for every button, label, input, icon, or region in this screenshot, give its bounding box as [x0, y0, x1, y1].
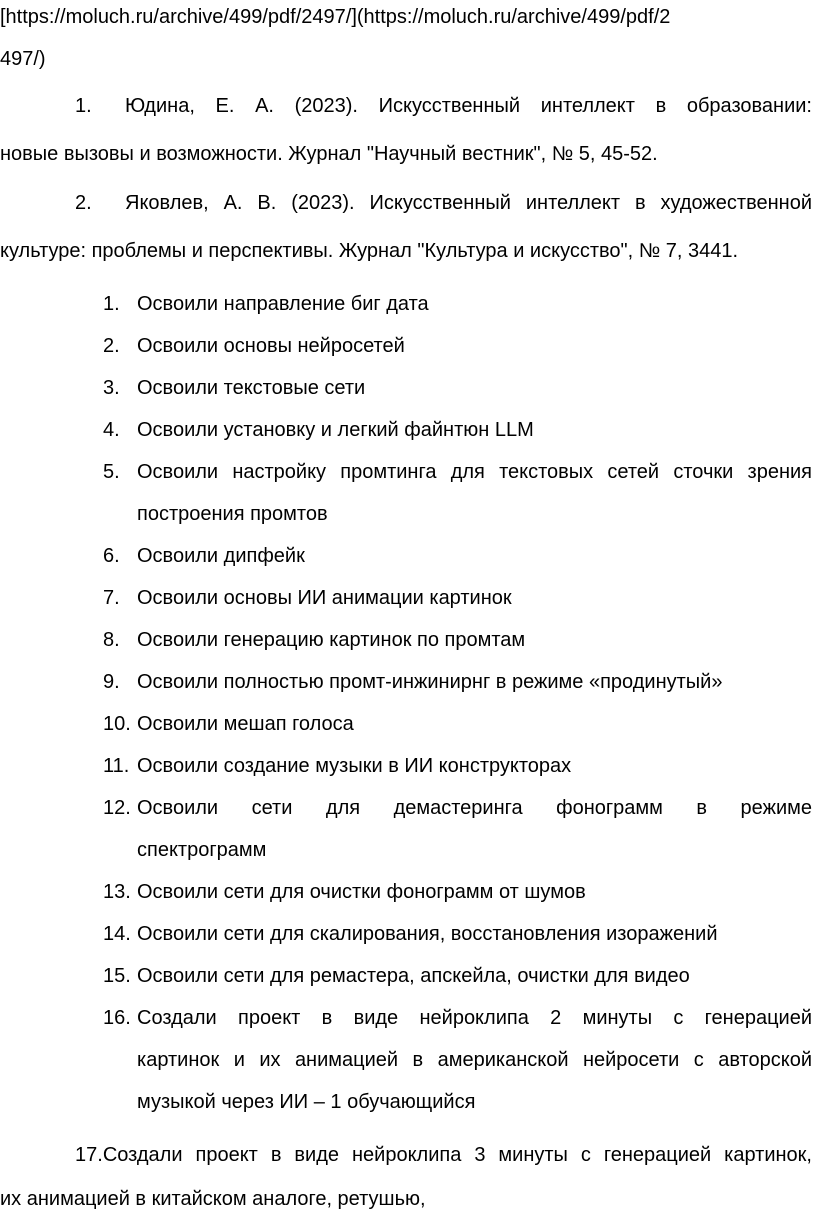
- reference-entry-2: [0, 190, 816, 286]
- list-item-number: 2.: [103, 335, 120, 357]
- list-item: [0, 451, 816, 535]
- list-item-text-line: Освоили дипфейк: [137, 545, 305, 567]
- list-item: [0, 745, 816, 787]
- list-item: [0, 703, 816, 745]
- list-item: [0, 787, 816, 871]
- list-item: [0, 955, 816, 997]
- list-item-number: 4.: [103, 419, 120, 441]
- achievement-list: [0, 283, 816, 1123]
- reference-entry-1: [0, 93, 816, 189]
- list-item-text-line: Освоили сети для ремастера, апскейла, очистки для видео: [137, 965, 690, 987]
- list-item-number: 12.: [103, 797, 131, 819]
- list-item-number: 17.: [75, 1144, 103, 1166]
- list-item-text-line: Создали проект в виде нейроклипа 2 минуты с генерацией: [137, 1007, 812, 1029]
- list-item-text-line: Освоили создание музыки в ИИ конструкторах: [137, 755, 572, 777]
- source-link-line-1[interactable]: [https://moluch.ru/archive/499/pdf/2497/](https://moluch.ru/archive/499/pdf/2: [0, 6, 671, 28]
- list-item-number: 13.: [103, 881, 131, 903]
- reference-text-line-2: культуре: проблемы и перспективы. Журнал "Культура и искусство", № 7, 3441.: [0, 240, 739, 262]
- list-item: [0, 535, 816, 577]
- list-item-number: 1.: [103, 293, 120, 315]
- list-item-text-line: Освоили сети для очистки фонограмм от шумов: [137, 881, 586, 903]
- list-item-text-line: музыкой через ИИ – 1 обучающийся: [137, 1091, 476, 1113]
- list-item-number: 10.: [103, 713, 131, 735]
- list-item-number: 16.: [103, 1007, 131, 1029]
- list-item: [0, 997, 816, 1123]
- list-item-number: 11.: [103, 755, 130, 777]
- list-item-number: 3.: [103, 377, 120, 399]
- list-item-text-line-2: их анимацией в китайском аналоге, ретушью,: [0, 1188, 426, 1210]
- list-item-number: 6.: [103, 545, 120, 567]
- list-item-17: [0, 1133, 812, 1221]
- list-item: [0, 661, 816, 703]
- list-item: [0, 619, 816, 661]
- list-item-text-line: Освоили основы нейросетей: [137, 335, 405, 357]
- list-item: [0, 913, 816, 955]
- list-item-number: 14.: [103, 923, 131, 945]
- list-item: [0, 283, 816, 325]
- list-item-number: 8.: [103, 629, 120, 651]
- list-item-text-line: Освоили сети для демастеринга фонограмм в режиме: [137, 797, 812, 819]
- list-item-text-line: Освоили настройку промтинга для текстовых сетей сточки зрения: [137, 461, 812, 483]
- list-item-number: 15.: [103, 965, 131, 987]
- reference-number: 1.: [75, 95, 92, 117]
- list-item-text-line: спектрограмм: [137, 839, 267, 861]
- reference-number: 2.: [75, 192, 92, 214]
- list-item-text-line: Освоили генерацию картинок по промтам: [137, 629, 526, 651]
- list-item-text-line: Освоили текстовые сети: [137, 377, 366, 399]
- list-item: [0, 409, 816, 451]
- list-item-text-line: построения промтов: [137, 503, 328, 525]
- source-link-line-2[interactable]: 497/): [0, 48, 46, 70]
- list-item-text-line: Освоили основы ИИ анимации картинок: [137, 587, 512, 609]
- list-item-text-line: Освоили сети для скалирования, восстановления изоражений: [137, 923, 718, 945]
- list-item: [0, 325, 816, 367]
- reference-text-line-1: Яковлев, А. В. (2023). Искусственный интеллект в художественной: [125, 192, 812, 214]
- list-item: [0, 367, 816, 409]
- list-item-text-line: Освоили мешап голоса: [137, 713, 354, 735]
- list-item-number: 5.: [103, 461, 120, 483]
- list-item: [0, 871, 816, 913]
- reference-text-line-1: Юдина, Е. А. (2023). Искусственный интеллект в образовании:: [125, 95, 812, 117]
- list-item-text-line: Освоили направление биг дата: [137, 293, 429, 315]
- list-item-text-line: Освоили установку и легкий файнтюн LLM: [137, 419, 534, 441]
- list-item-text-line: картинок и их анимацией в американской нейросети с авторской: [137, 1049, 812, 1071]
- list-item-number: 7.: [103, 587, 120, 609]
- list-item-number: 9.: [103, 671, 120, 693]
- list-item: [0, 577, 816, 619]
- list-item-text-line-1: Создали проект в виде нейроклипа 3 минуты с генерацией картинок,: [102, 1144, 812, 1166]
- reference-text-line-2: новые вызовы и возможности. Журнал "Научный вестник", № 5, 45-52.: [0, 143, 658, 165]
- list-item-text-line: Освоили полностью промт-инжинирнг в режиме «продинутый»: [137, 671, 723, 693]
